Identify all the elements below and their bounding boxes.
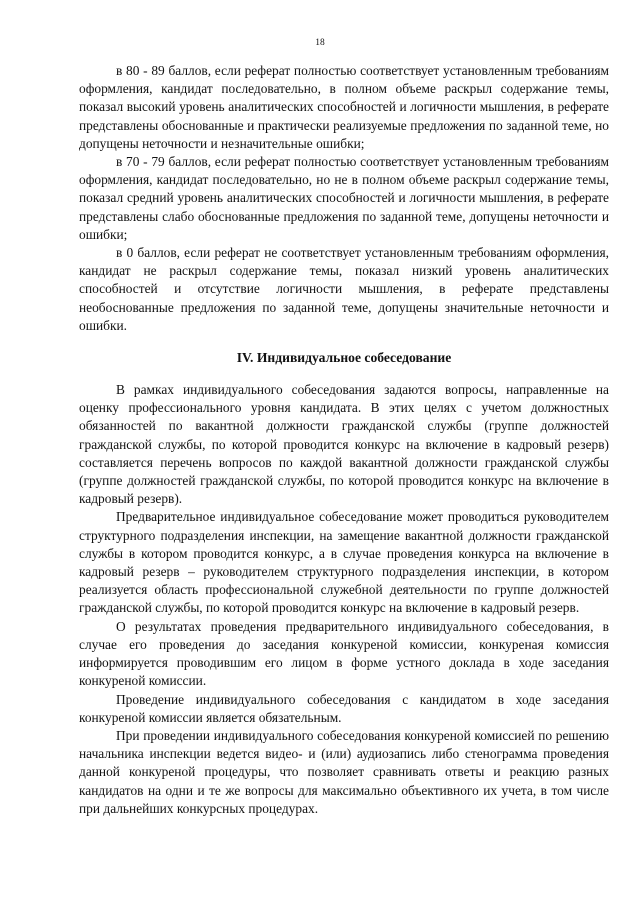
document-body [79, 62, 609, 818]
criteria-paragraph-0: в 0 баллов, если реферат не соответствует установленным требованиям оформления, кандидат не раскрыл содержание темы, показал низкий уровень аналитических способностей и отсутствие логичности мышления, в реферате представлены необоснованные предложения по заданной теме, допущены значительные неточности и ошибки. [79, 245, 609, 333]
section-title: IV. Индивидуальное собеседование [236, 350, 452, 366]
criteria-paragraph-80-89: в 80 - 89 баллов, если реферат полностью соответствует установленным требованиям оформления, кандидат последовательно, в полном объеме раскрыл содержание темы, показал высокий уровень аналитических способностей и логичности мышления, в реферате представлены обоснованные и практически реализуемые предложения по заданной теме, но допущены неточности и незначительные ошибки; [79, 63, 609, 151]
criteria-paragraph-70-79: в 70 - 79 баллов, если реферат полностью соответствует установленным требованиям оформления, кандидат последовательно, но не в полном объеме раскрыл содержание темы, показал средний уровень аналитических способностей и логичности мышления, в реферате представлены слабо обоснованные предложения по заданной теме, допущены неточности и ошибки; [79, 154, 609, 242]
interview-paragraph-preliminary: Предварительное индивидуальное собеседование может проводиться руководителем структурного подразделения инспекции, на замещение вакантной должности гражданской службы в котором проводится конкурс, а в случае проведения конкурса на включение в кадровый резерв – руководителем структурного подразделения инспекции, в котором реализуется область профессиональной служебной деятельности по группе должностей гражданской службы, по которой проводится конкурс на включение в кадровый резерв. [79, 509, 609, 616]
page-number: 18 [315, 38, 325, 48]
interview-paragraph-results: О результатах проведения предварительного индивидуального собеседования, в случае его проведения до заседания конкуреной комиссии, конкуреная комиссия информируется проводившим его лицом в форме устного доклада в ходе заседания конкуреной комиссии. [79, 618, 609, 689]
interview-paragraph-mandatory: Проведение индивидуального собеседования с кандидатом в ходе заседания конкуреной комиссии является обязательным. [79, 691, 609, 725]
interview-paragraph-recording: При проведении индивидуального собеседования конкуреной комиссией по решению начальника инспекции ведется видео- и (или) аудиозапись либо стенограмма проведения данной конкуреной процедуры, что позволяет сравнивать ответы и реакцию разных кандидатов на одни и те же вопросы для максимально объективного их учета, в том числе при дальнейших конкурсных процедурах. [79, 727, 609, 816]
interview-paragraph-questions: В рамках индивидуального собеседования задаются вопросы, направленные на оценку профессионального уровня кандидата. В этих целях с учетом должностных обязанностей по вакантной должности гражданской службы (группе должностей гражданской службы, по которой проводится конкурс на включение в кадровый резерв) составляется перечень вопросов по каждой вакантной должности гражданской службы (группе должностей гражданской службы, по которой проводится конкурс на включение в кадровый резерв). [79, 382, 609, 507]
